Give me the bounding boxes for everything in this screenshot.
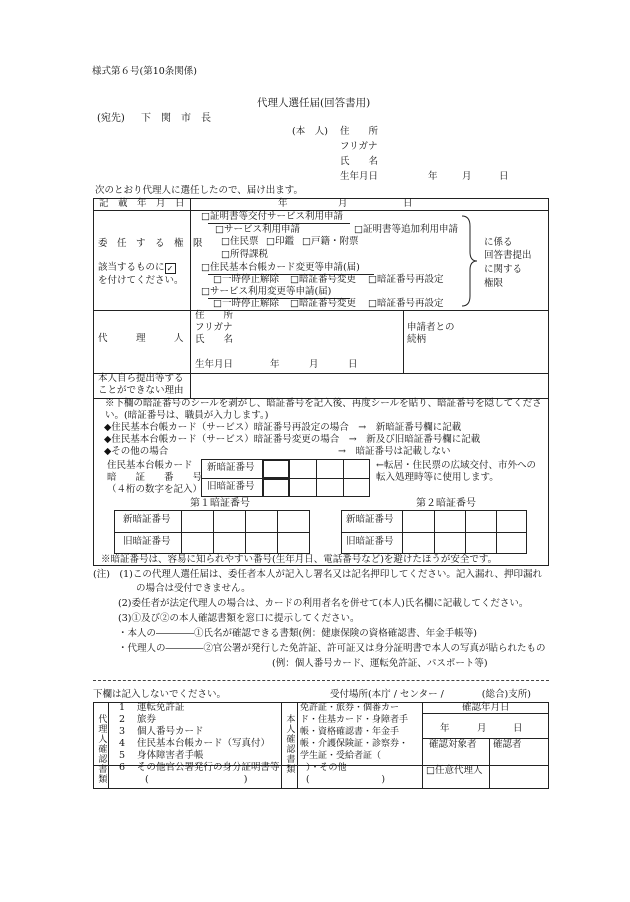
opt-pin-change-1[interactable]: □暗証番号変更: [290, 274, 356, 285]
relation-label-2: 続柄: [407, 334, 427, 345]
date-month: 月: [338, 198, 348, 209]
doc-num-2: 2: [119, 714, 126, 725]
opt-stop-2[interactable]: □一時停止解除: [213, 298, 279, 309]
pin1-title: 第１暗証番号: [190, 498, 250, 509]
date-label: 記 載 年 月 日: [99, 198, 185, 209]
self-doc-7: ( ): [306, 775, 386, 785]
agent-furigana-label: フリガナ: [195, 322, 233, 333]
opt-cert-service[interactable]: □証明書等交付サービス利用申請: [201, 211, 343, 222]
agent-birth-label: 生年月日: [195, 359, 234, 370]
relation-label: 申請者との: [407, 322, 455, 333]
doc-num-5: 5: [119, 750, 126, 761]
agent-birth-day: 日: [348, 359, 358, 370]
card-old-pin-label: 旧暗証番号: [207, 481, 255, 492]
opt-juminhyo[interactable]: □住民票: [221, 236, 259, 247]
card-new-pin-label: 新暗証番号: [207, 462, 255, 473]
opt-service-change[interactable]: □サービス利用変更等申請(届): [201, 286, 332, 297]
card-old-pin-digit[interactable]: [263, 479, 289, 497]
reception-place: 受付場所(本庁 / センター / (総合)支所): [330, 689, 531, 700]
pin-note-2: い。(暗証番号は、職員が入力します。): [105, 410, 269, 421]
opt-stop-1[interactable]: □一時停止解除: [213, 274, 279, 285]
right-note-2: 回答書提出: [484, 250, 532, 261]
card-pin-label-3: （４桁の数字を記入）: [107, 484, 203, 495]
self-doc-5: 学生証・受給者証（: [300, 751, 382, 761]
pin1-new-label: 新暗証番号: [123, 514, 171, 525]
agent-birth-year: 年: [270, 359, 280, 370]
applicant-furigana-label: フリガナ: [340, 141, 378, 152]
card-pin-label-1: 住民基本台帳カード: [107, 460, 193, 471]
pin-footnote: ※暗証番号は、容易に知られやすい番号(生年月日、電話番号など)を避けたほうが安全です。: [101, 554, 498, 565]
applicant-label: (本 人): [292, 126, 328, 137]
date-day: 日: [403, 198, 413, 209]
agent-name-label: 氏 名: [195, 334, 234, 345]
opt-inkan[interactable]: □印鑑: [266, 236, 294, 247]
doc-6-paren: ( ): [145, 774, 248, 785]
check-note-2: を付けてください。: [98, 275, 184, 286]
self-docs-label: 本人確認書類: [284, 714, 295, 774]
note-4: ・本人の――――①氏名が確認できる書類(例：健康保険の資格確認書、年金手帳等): [118, 628, 477, 639]
applicant-birth-month: 月: [462, 171, 472, 182]
applicant-name-label: 氏 名: [340, 156, 379, 167]
confirm-month: 月: [477, 723, 487, 734]
self-doc-4: 帳・介護保険証・診察券・: [300, 739, 409, 749]
doc-6: その他官公署発行の身分証明書等: [137, 762, 280, 773]
right-note-1: に係る: [484, 237, 513, 248]
doc-num-4: 4: [119, 738, 126, 749]
agent-docs-label: 代理人確認書類: [96, 714, 107, 784]
confirm-year: 年: [440, 723, 450, 734]
pin2-title: 第２暗証番号: [416, 498, 476, 509]
self-doc-3: 帳・資格確認書・年金手: [300, 727, 400, 737]
doc-5: 身体障害者手帳: [137, 750, 204, 761]
office-only-note: 下欄は記入しないでください。: [93, 689, 227, 700]
opt-pin-reset-1[interactable]: □暗証番号再設定: [368, 274, 444, 285]
date-year: 年: [278, 198, 288, 209]
card-pin-label-2: 暗 証 番 号: [107, 472, 203, 483]
target-label: 確認対象者: [429, 739, 477, 750]
right-note-4: 権限: [484, 278, 504, 289]
doc-num-3: 3: [119, 726, 126, 737]
self-doc-1: 免許証・旅券・個番カー: [300, 703, 400, 713]
doc-num-6: 6: [119, 762, 126, 773]
note-5: ・代理人の――――②官公署が発行した免許証、許可証又は身分証明書で本人の写真が貼られたもの: [118, 643, 546, 654]
applicant-birth-label: 生年月日: [340, 171, 379, 182]
opt-pin-change-2[interactable]: □暗証番号変更: [290, 298, 356, 309]
check-note: 該当するものに ✓: [98, 263, 176, 274]
applicant-birth-year: 年: [428, 171, 438, 182]
pin-case-3: ◆その他の場合: [104, 446, 169, 457]
doc-3: 個人番号カード: [137, 726, 204, 737]
note-1b: の場合は受付できません。: [136, 583, 251, 594]
transfer-note-2: 転入処理時等に使用します。: [376, 472, 499, 483]
opt-shotoku[interactable]: □所得課税: [221, 249, 268, 260]
form-number: 様式第６号(第10条関係): [92, 66, 198, 77]
card-new-pin-digit[interactable]: [263, 460, 289, 478]
opt-card-change[interactable]: □住民基本台帳カード変更等申請(届): [201, 262, 360, 273]
pin2-new-label: 新暗証番号: [346, 514, 394, 525]
doc-num-1: 1: [119, 702, 126, 713]
applicant-address-label: 住 所: [340, 126, 379, 137]
right-note-3: に関する: [484, 264, 523, 275]
note-2: (2)委任者が法定代理人の場合は、カードの利用者名を併せて(本人)氏名欄に記載してください。: [118, 598, 529, 609]
agent-address-label: 住 所: [195, 310, 234, 321]
form-title: 代理人選任届(回答書用): [257, 97, 371, 109]
reason-label-1: 本人自ら提出等する: [98, 373, 184, 384]
self-doc-2: ド・住基カード・身障者手: [300, 715, 409, 725]
confirmer-label: 確認者: [493, 739, 522, 750]
doc-2: 旅券: [137, 714, 157, 725]
addressee-label: (宛先): [97, 113, 125, 124]
pin2-old-label: 旧暗証番号: [346, 536, 394, 547]
opt-pin-reset-2[interactable]: □暗証番号再設定: [368, 298, 444, 309]
pin-case-2: ◆住民基本台帳カード（サービス）暗証番号変更の場合 → 新及び旧暗証番号欄に記載: [104, 434, 481, 445]
opt-koseki[interactable]: □戸籍・附票: [302, 236, 359, 247]
brace-icon: [460, 214, 480, 308]
self-doc-6: ）・その他: [306, 763, 347, 773]
reason-label-2: ことができない理由: [98, 385, 184, 396]
agent-birth-month: 月: [309, 359, 319, 370]
opt-service-use[interactable]: □サービス利用申請: [215, 224, 300, 235]
opt-cert-additional[interactable]: □証明書等追加利用申請: [354, 224, 458, 235]
confirm-day: 日: [513, 723, 523, 734]
agent-label: 代 理 人: [98, 333, 184, 344]
optional-agent-checkbox[interactable]: □任意代理人: [426, 765, 483, 776]
pin1-old-label: 旧暗証番号: [123, 536, 171, 547]
checkmark-icon: ✓: [165, 263, 176, 274]
pin-note-1: ※下欄の暗証番号のシールを剥がし、暗証番号を記入後、再度シールを貼り、暗証番号を隠してくださ: [105, 398, 542, 409]
note-6: (例：個人番号カード、運転免許証、パスポート等): [272, 658, 488, 669]
confirm-date-label: 確認年月日: [462, 702, 510, 713]
doc-1: 運転免許証: [137, 702, 185, 713]
note-3: (3)①及び②の本人確認書類を窓口に提示してください。: [118, 613, 360, 624]
pin-case-1: ◆住民基本台帳カード（サービス）暗証番号再設定の場合 → 新暗証番号欄に記載: [104, 422, 462, 433]
cut-line: [93, 680, 549, 681]
intro-text: 次のとおり代理人に選任したので、届け出ます。: [95, 185, 304, 196]
authority-label: 委 任 す る 権 限: [98, 238, 203, 249]
doc-4: 住民基本台帳カード（写真付）: [137, 738, 271, 749]
pin-case-3b: → 暗証番号は記載しない: [338, 446, 451, 457]
transfer-note-1: ←転居・住民票の広域交付、市外への: [376, 460, 536, 471]
addressee: 下 関 市 長: [141, 113, 211, 124]
note-1: (注) (1)この代理人選任届は、委任者本人が記入し署名又は記名押印してください。記入漏れ、押印漏れ: [93, 569, 542, 580]
applicant-birth-day: 日: [499, 171, 509, 182]
